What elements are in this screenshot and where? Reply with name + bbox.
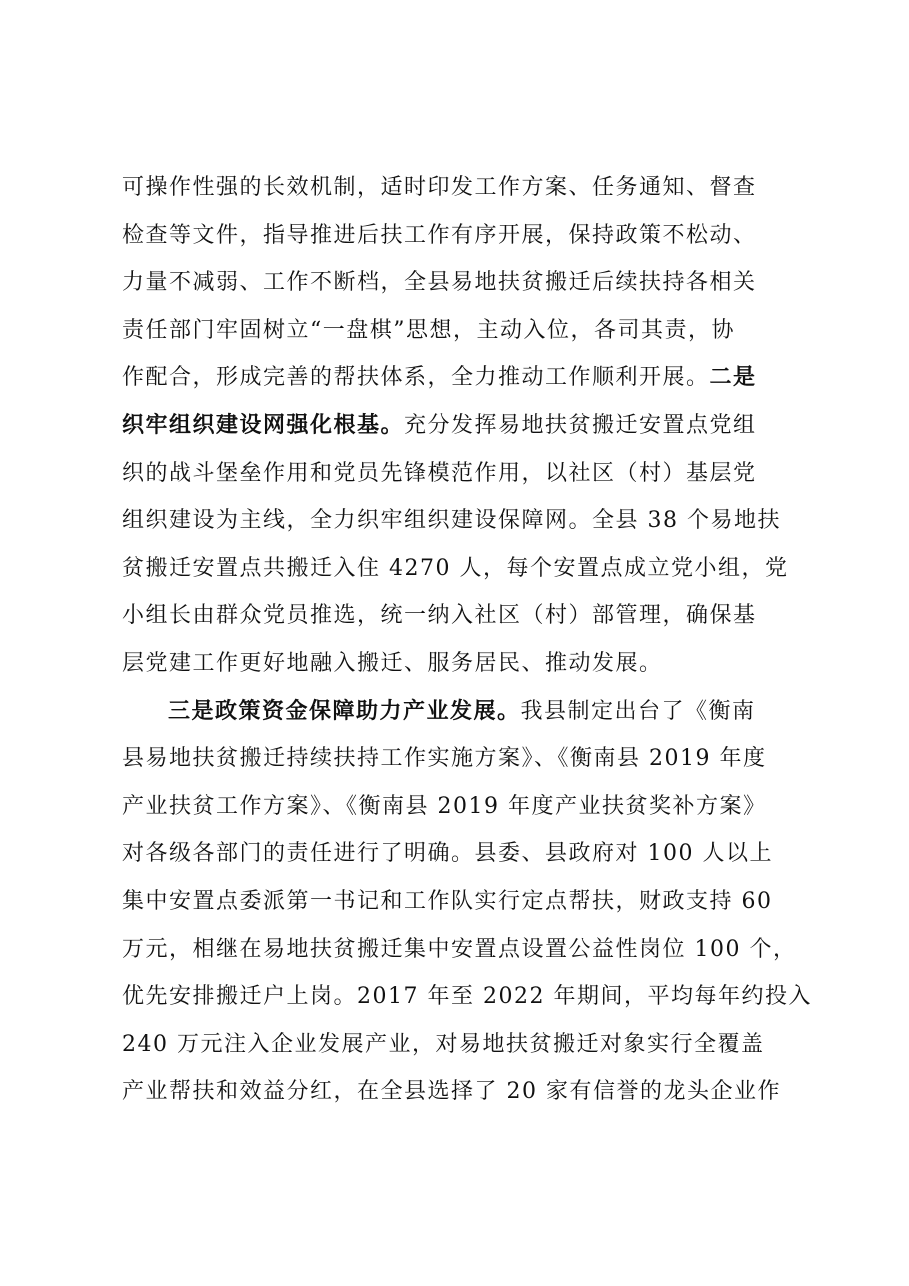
text-segment: 我县制定出台了《衡南: [520, 698, 756, 724]
text-segment: 产业帮扶和效益分红，在全县选择了 20 家有信誉的龙头企业作: [122, 1079, 781, 1105]
text-line: [122, 354, 812, 402]
text-segment: 织的战斗堡垒作用和党员先锋模范作用，以社区（村）基层党: [122, 460, 757, 486]
text-segment: 作配合，形成完善的帮扶体系，全力推动工作顺利开展。: [122, 365, 710, 391]
text-line: [122, 973, 812, 1021]
body-text: [122, 164, 812, 1116]
text-line: [122, 450, 812, 498]
bold-text-segment: 二是: [709, 364, 757, 391]
text-line: [122, 830, 812, 878]
text-segment: 万元，相继在易地扶贫搬迁集中安置点设置公益性岗位 100 个，: [122, 936, 797, 962]
text-segment: 可操作性强的长效机制，适时印发工作方案、任务通知、督查: [122, 175, 757, 200]
text-segment: 贫搬迁安置点共搬迁入住 4270 人，每个安置点成立党小组，党: [122, 555, 789, 581]
text-line: [122, 1021, 812, 1069]
text-segment: 组织建设为主线，全力织牢组织建设保障网。全县 38 个易地扶: [122, 508, 781, 534]
text-segment: 县易地扶贫搬迁持续扶持工作实施方案》、《衡南县 2019 年度: [122, 746, 767, 772]
text-segment: 力量不减弱、工作不断档，全县易地扶贫搬迁后续扶持各相关: [122, 270, 757, 296]
text-line: [122, 640, 812, 688]
text-line: [122, 592, 812, 640]
text-line: [122, 259, 812, 307]
text-line: [122, 545, 812, 593]
text-line: [122, 783, 812, 831]
text-line: [122, 878, 812, 926]
text-segment: 检查等文件，指导推进后扶工作有序开展，保持政策不松动、: [122, 222, 757, 248]
text-segment: 责任部门牢固树立“一盘棋”思想，主动入位，各司其责，协: [122, 317, 735, 343]
text-line: [122, 926, 812, 974]
text-line: [122, 307, 812, 355]
text-segment: 层党建工作更好地融入搬迁、服务居民、推动发展。: [122, 650, 663, 676]
text-line: [122, 1068, 812, 1116]
text-segment: 对各级各部门的责任进行了明确。县委、县政府对 100 人以上: [122, 841, 773, 867]
bold-text-segment: 织牢组织建设网强化根基。: [122, 411, 405, 438]
text-segment: 产业扶贫工作方案》、《衡南县 2019 年度产业扶贫奖补方案》: [122, 793, 767, 819]
text-segment: 集中安置点委派第一书记和工作队实行定点帮扶，财政支持 60: [122, 888, 773, 914]
text-line: [122, 402, 812, 450]
text-segment: 优先安排搬迁户上岗。2017 年至 2022 年期间，平均每年约投入: [122, 984, 812, 1010]
bold-text-segment: 三是政策资金保障助力产业发展。: [168, 697, 521, 724]
text-line: [122, 688, 812, 736]
text-segment: 240 万元注入企业发展产业，对易地扶贫搬迁对象实行全覆盖: [122, 1031, 765, 1057]
text-line: [122, 212, 812, 260]
text-line: [122, 164, 812, 212]
text-segment: 小组长由群众党员推选，统一纳入社区（村）部管理，确保基: [122, 603, 757, 629]
text-segment: 充分发挥易地扶贫搬迁安置点党组: [404, 412, 757, 438]
text-line: [122, 735, 812, 783]
text-line: [122, 497, 812, 545]
